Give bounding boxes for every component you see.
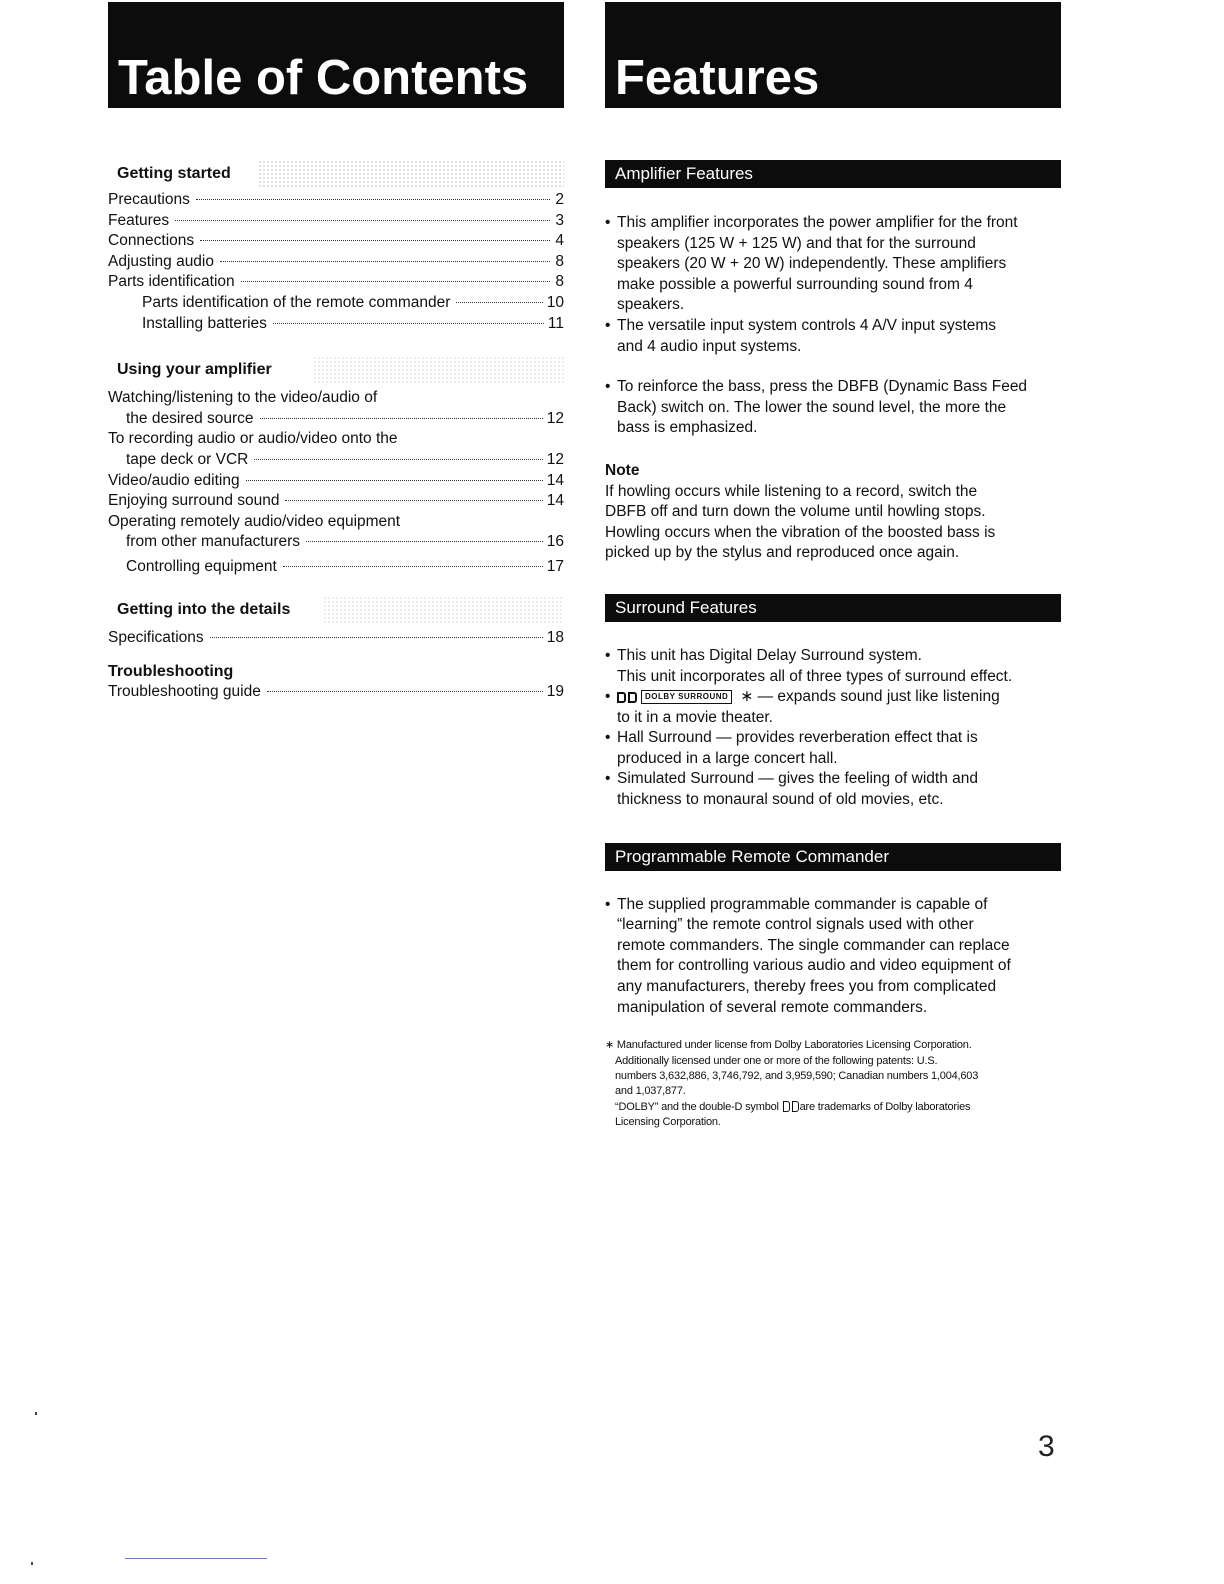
surround-bullet: • This unit has Digital Delay Surround system. This unit incorporates all of three types of surround effect. bbox=[605, 646, 1013, 685]
heading-screen-tone bbox=[323, 596, 564, 624]
toc-entry-line[interactable]: To recording audio or audio/video onto the bbox=[108, 430, 398, 448]
toc-banner bbox=[108, 2, 564, 108]
toc-title: Table of Contents bbox=[118, 51, 529, 105]
toc-entry[interactable]: Video/audio editing 14 bbox=[108, 471, 564, 489]
surround-features-header: Surround Features bbox=[605, 594, 1061, 622]
toc-entry[interactable]: Adjusting audio 8 bbox=[108, 252, 564, 270]
features-banner bbox=[605, 2, 1061, 108]
toc-entry[interactable]: Enjoying surround sound 14 bbox=[108, 492, 564, 510]
bottom-rule bbox=[125, 1558, 267, 1559]
surround-bullet: • Hall Surround — provides reverberation effect that is produced in a large concert hall. bbox=[605, 729, 978, 767]
toc-entry[interactable]: the desired source 12 bbox=[126, 409, 564, 427]
dolby-double-d-icon bbox=[783, 1101, 799, 1112]
toc-section-heading: Getting into the details bbox=[108, 596, 564, 624]
heading-screen-tone bbox=[313, 356, 564, 384]
toc-section-heading: Troubleshooting bbox=[108, 663, 234, 681]
toc-entry[interactable]: Features 3 bbox=[108, 211, 564, 229]
surround-bullet: • Simulated Surround — gives the feeling of width and thickness to monaural sound of old movies, etc. bbox=[605, 770, 979, 809]
features-title: Features bbox=[615, 51, 820, 105]
toc-entry[interactable]: Installing batteries 11 bbox=[142, 314, 564, 332]
dolby-surround-badge: DOLBY SURROUND bbox=[641, 690, 732, 704]
toc-entry-line[interactable]: Watching/listening to the video/audio of bbox=[108, 389, 378, 407]
toc-entry[interactable]: tape deck or VCR 12 bbox=[126, 450, 564, 468]
page-number: 3 bbox=[1038, 1430, 1055, 1463]
table-of-contents bbox=[108, 160, 564, 703]
scan-speck bbox=[35, 1412, 37, 1415]
toc-entry[interactable]: Troubleshooting guide 19 bbox=[108, 683, 564, 701]
amplifier-bullet: • To reinforce the bass, press the DBFB (Dynamic Bass Feed Back) switch on. The lower the sound level, the more the bass is emphasized. bbox=[605, 378, 1028, 437]
note-title: Note bbox=[605, 461, 640, 479]
amplifier-bullet: • This amplifier incorporates the power amplifier for the front speakers (125 W + 125 W) and that for the surround speakers (20 W + 20 W) independently. These amplifiers make possible a powerful surrounding sound from 4 speakers. bbox=[605, 214, 1018, 314]
toc-entry[interactable]: from other manufacturers 16 bbox=[126, 533, 564, 551]
toc-entry[interactable]: Controlling equipment 17 bbox=[126, 557, 564, 575]
surround-bullet: • DOLBY SURROUND ∗ — expands sound just like listening to it in a movie theater. bbox=[605, 688, 1000, 726]
amplifier-features-header: Amplifier Features bbox=[605, 160, 1061, 188]
features-column bbox=[605, 160, 1061, 1131]
note-block: Note If howling occurs while listening to a record, switch the DBFB off and turn down the volume until howling stops. Howling occurs when the vibration of the boosted bass is picked up by the stylus and reproduced once again. bbox=[605, 461, 1061, 564]
toc-entry-line[interactable]: Operating remotely audio/video equipment bbox=[108, 512, 401, 530]
heading-screen-tone bbox=[258, 160, 564, 188]
remote-commander-header: Programmable Remote Commander bbox=[605, 843, 1061, 871]
toc-entry[interactable]: Specifications 18 bbox=[108, 628, 564, 646]
toc-entry[interactable]: Precautions 2 bbox=[108, 191, 564, 208]
amplifier-bullet: • The versatile input system controls 4 A/V input systems and 4 audio input systems. bbox=[605, 316, 997, 355]
toc-section-heading: Using your amplifier bbox=[108, 356, 564, 384]
scan-speck bbox=[31, 1562, 33, 1565]
toc-section-heading: Getting started bbox=[108, 160, 564, 188]
toc-entry[interactable]: Parts identification of the remote commander 10 bbox=[142, 293, 564, 311]
remote-bullet: • The supplied programmable commander is capable of “learning” the remote control signals used with other remote commanders. The single commander can replace them for controlling various audio and video equipment of any manufacturers, thereby frees you from complicated manipulation of several remote commanders. bbox=[605, 895, 1011, 1016]
dolby-double-d-icon bbox=[617, 692, 637, 703]
dolby-footnote: ∗ Manufactured under license from Dolby Laboratories Licensing Corporation. Additionally licensed under one or more of the following patents: U.S. numbers 3,632,886, 3,746,792, and 3,959,590; Canadian numbers 1,004,603 and 1,037,877. “DOLBY” and the double-D symbol are trademarks of Dolby laboratories Licensing Corporation. bbox=[605, 1039, 979, 1129]
toc-entry[interactable]: Connections 4 bbox=[108, 232, 564, 250]
toc-entry[interactable]: Parts identification 8 bbox=[108, 273, 564, 291]
